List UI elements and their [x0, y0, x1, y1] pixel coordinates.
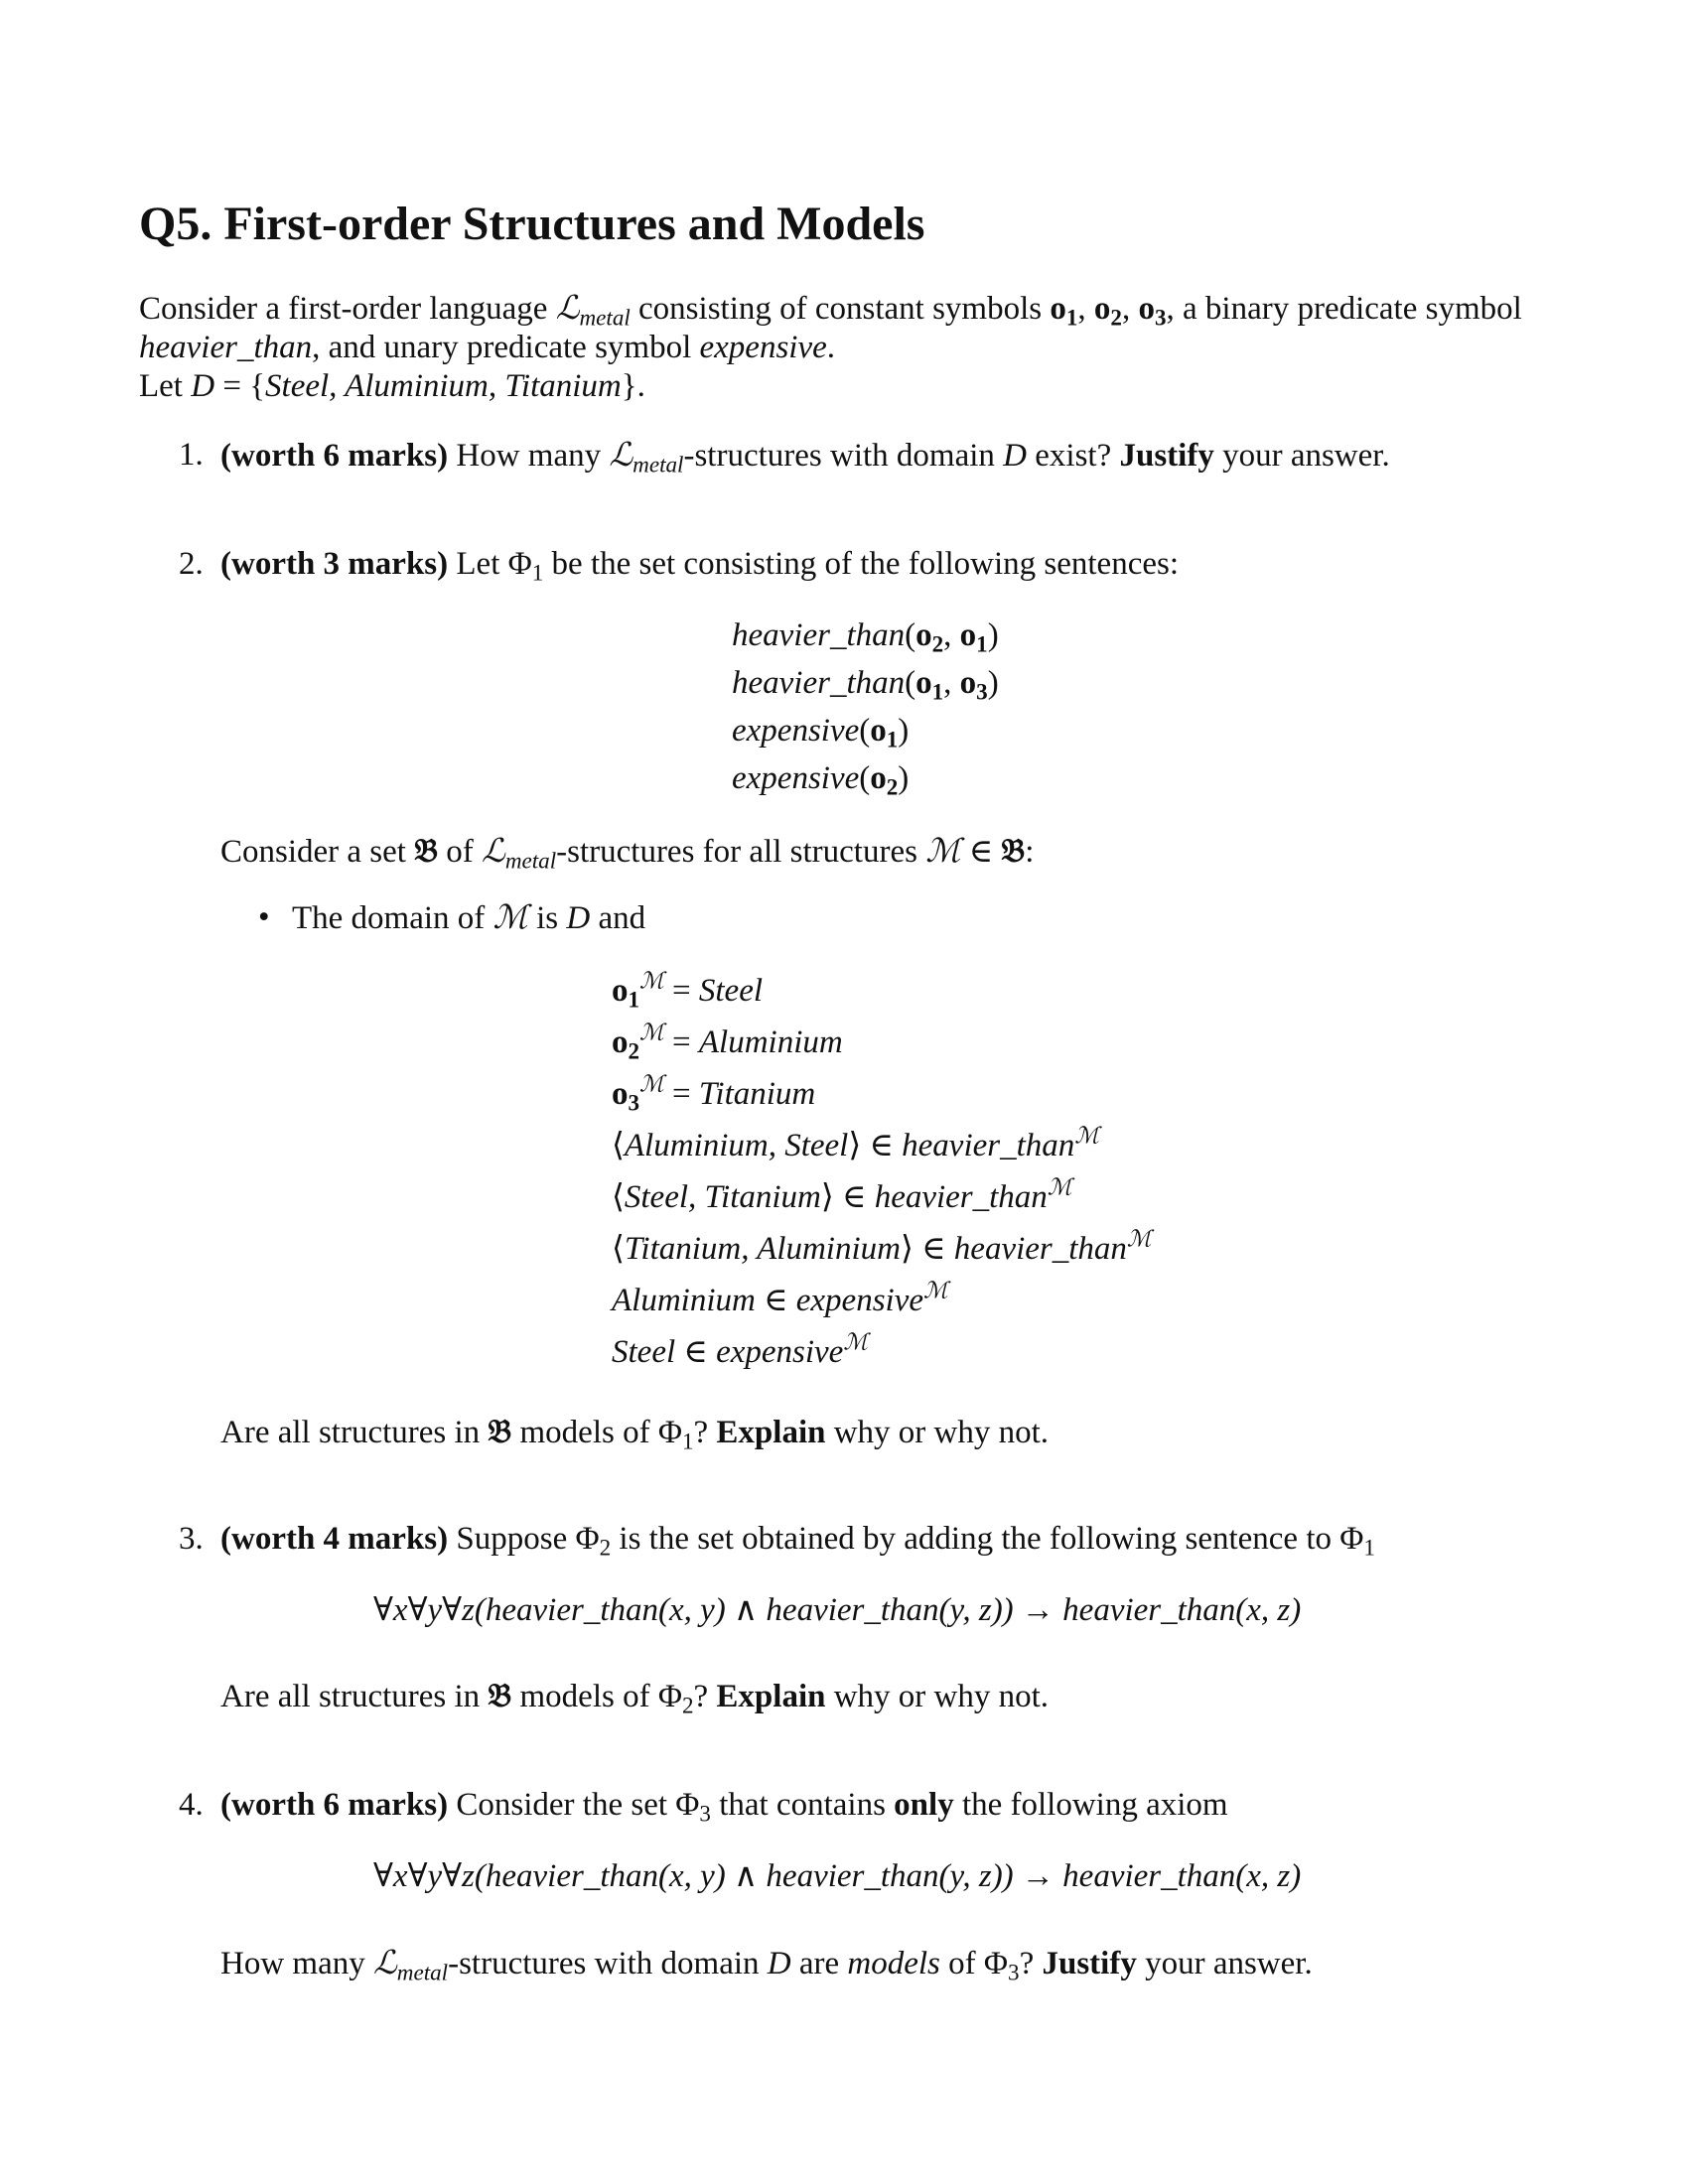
q4-marks: (worth 6 marks) — [220, 1787, 449, 1823]
unary-2: Steel ∈ expensive$^ℳ$ — [612, 1329, 869, 1370]
sentence-2: $heavier\_than(o_1$, $o_3$) — [732, 665, 999, 705]
q1-marks: (worth 6 marks) — [220, 438, 449, 474]
sentence-4: $expensive(o_2)$ — [732, 760, 910, 800]
q3-formula: ∀x∀y∀z(heavier_than(x, y) ∧ heavier_than(y, z)) → heavier_than(x, z) — [373, 1592, 1302, 1628]
bullet-marker: • — [258, 899, 270, 935]
unary-1: Aluminium ∈ expensive$^ℳ$ — [612, 1278, 948, 1318]
intro-line-2: heavier_than, and unary predicate symbol expensive. — [139, 330, 836, 365]
q2-text: (worth 3 marks) Let $\Phi_1$ be the set consisting of the following sentences: — [220, 546, 1179, 586]
q4-text: (worth 6 marks) Consider the set $\Phi_3$ that contains only the following axiom — [220, 1787, 1228, 1827]
q2-consider: Consider a set 𝔅 of ℒ$_{metal}$-structures for all structures ℳ ∈ 𝔅: — [220, 831, 1035, 874]
intro-line-3: Let D = {Steel, Aluminium, Titanium}. — [139, 368, 645, 404]
page-title: Q5. First-order Structures and Models — [139, 198, 925, 250]
q4-question: How many ℒ$_{metal}$-structures with domain D are models of $\Phi_3$? Justify your answer. — [220, 1943, 1313, 1985]
q4-formula: ∀x∀y∀z(heavier_than(x, y) ∧ heavier_than(y, z)) → heavier_than(x, z) — [373, 1858, 1302, 1894]
q3-number: 3. — [179, 1521, 204, 1557]
rel-3: ⟨Titanium, Aluminium⟩ ∈ heavier_than$^ℳ$ — [612, 1226, 1152, 1267]
q3-question: Are all structures in 𝔅 models of $\Phi_2$? Explain why or why not. — [220, 1676, 1050, 1718]
rel-1: ⟨Aluminium, Steel⟩ ∈ heavier_than$^ℳ$ — [612, 1123, 1099, 1163]
q1-text: (worth 6 marks) How many ℒ$_{metal}$-structures with domain D exist? Justify your answer. — [220, 435, 1390, 478]
interp-o2: $o_2^ℳ$ = Aluminium — [612, 1020, 843, 1064]
language-symbol: ℒ — [555, 288, 580, 327]
q2-marks: (worth 3 marks) — [220, 546, 449, 582]
q2-number: 2. — [179, 546, 204, 582]
q4-number: 4. — [179, 1787, 204, 1823]
bullet-text: The domain of ℳ is D and — [292, 897, 646, 936]
interp-o1: $o_1^ℳ$ = Steel — [612, 968, 764, 1013]
intro-line-1: Consider a first-order language ℒ$_{metal}$ consisting of constant symbols $o_1$, $o_2$, $o_3$, a binary predicate symbol — [139, 288, 1522, 331]
sentence-1: $heavier\_than(o_2$, $o_1$) — [732, 617, 999, 657]
q3-marks: (worth 4 marks) — [220, 1521, 449, 1557]
q1-number: 1. — [179, 437, 204, 473]
sentence-3: $expensive(o_1)$ — [732, 713, 910, 752]
q2-question: Are all structures in 𝔅 models of $\Phi_1$? Explain why or why not. — [220, 1412, 1050, 1454]
q3-text: (worth 4 marks) Suppose $\Phi_2$ is the set obtained by adding the following sentence to $\Phi_1$ — [220, 1521, 1375, 1561]
interp-o3: $o_3^ℳ$ = Titanium — [612, 1071, 816, 1116]
rel-2: ⟨Steel, Titanium⟩ ∈ heavier_than$^ℳ$ — [612, 1174, 1072, 1215]
